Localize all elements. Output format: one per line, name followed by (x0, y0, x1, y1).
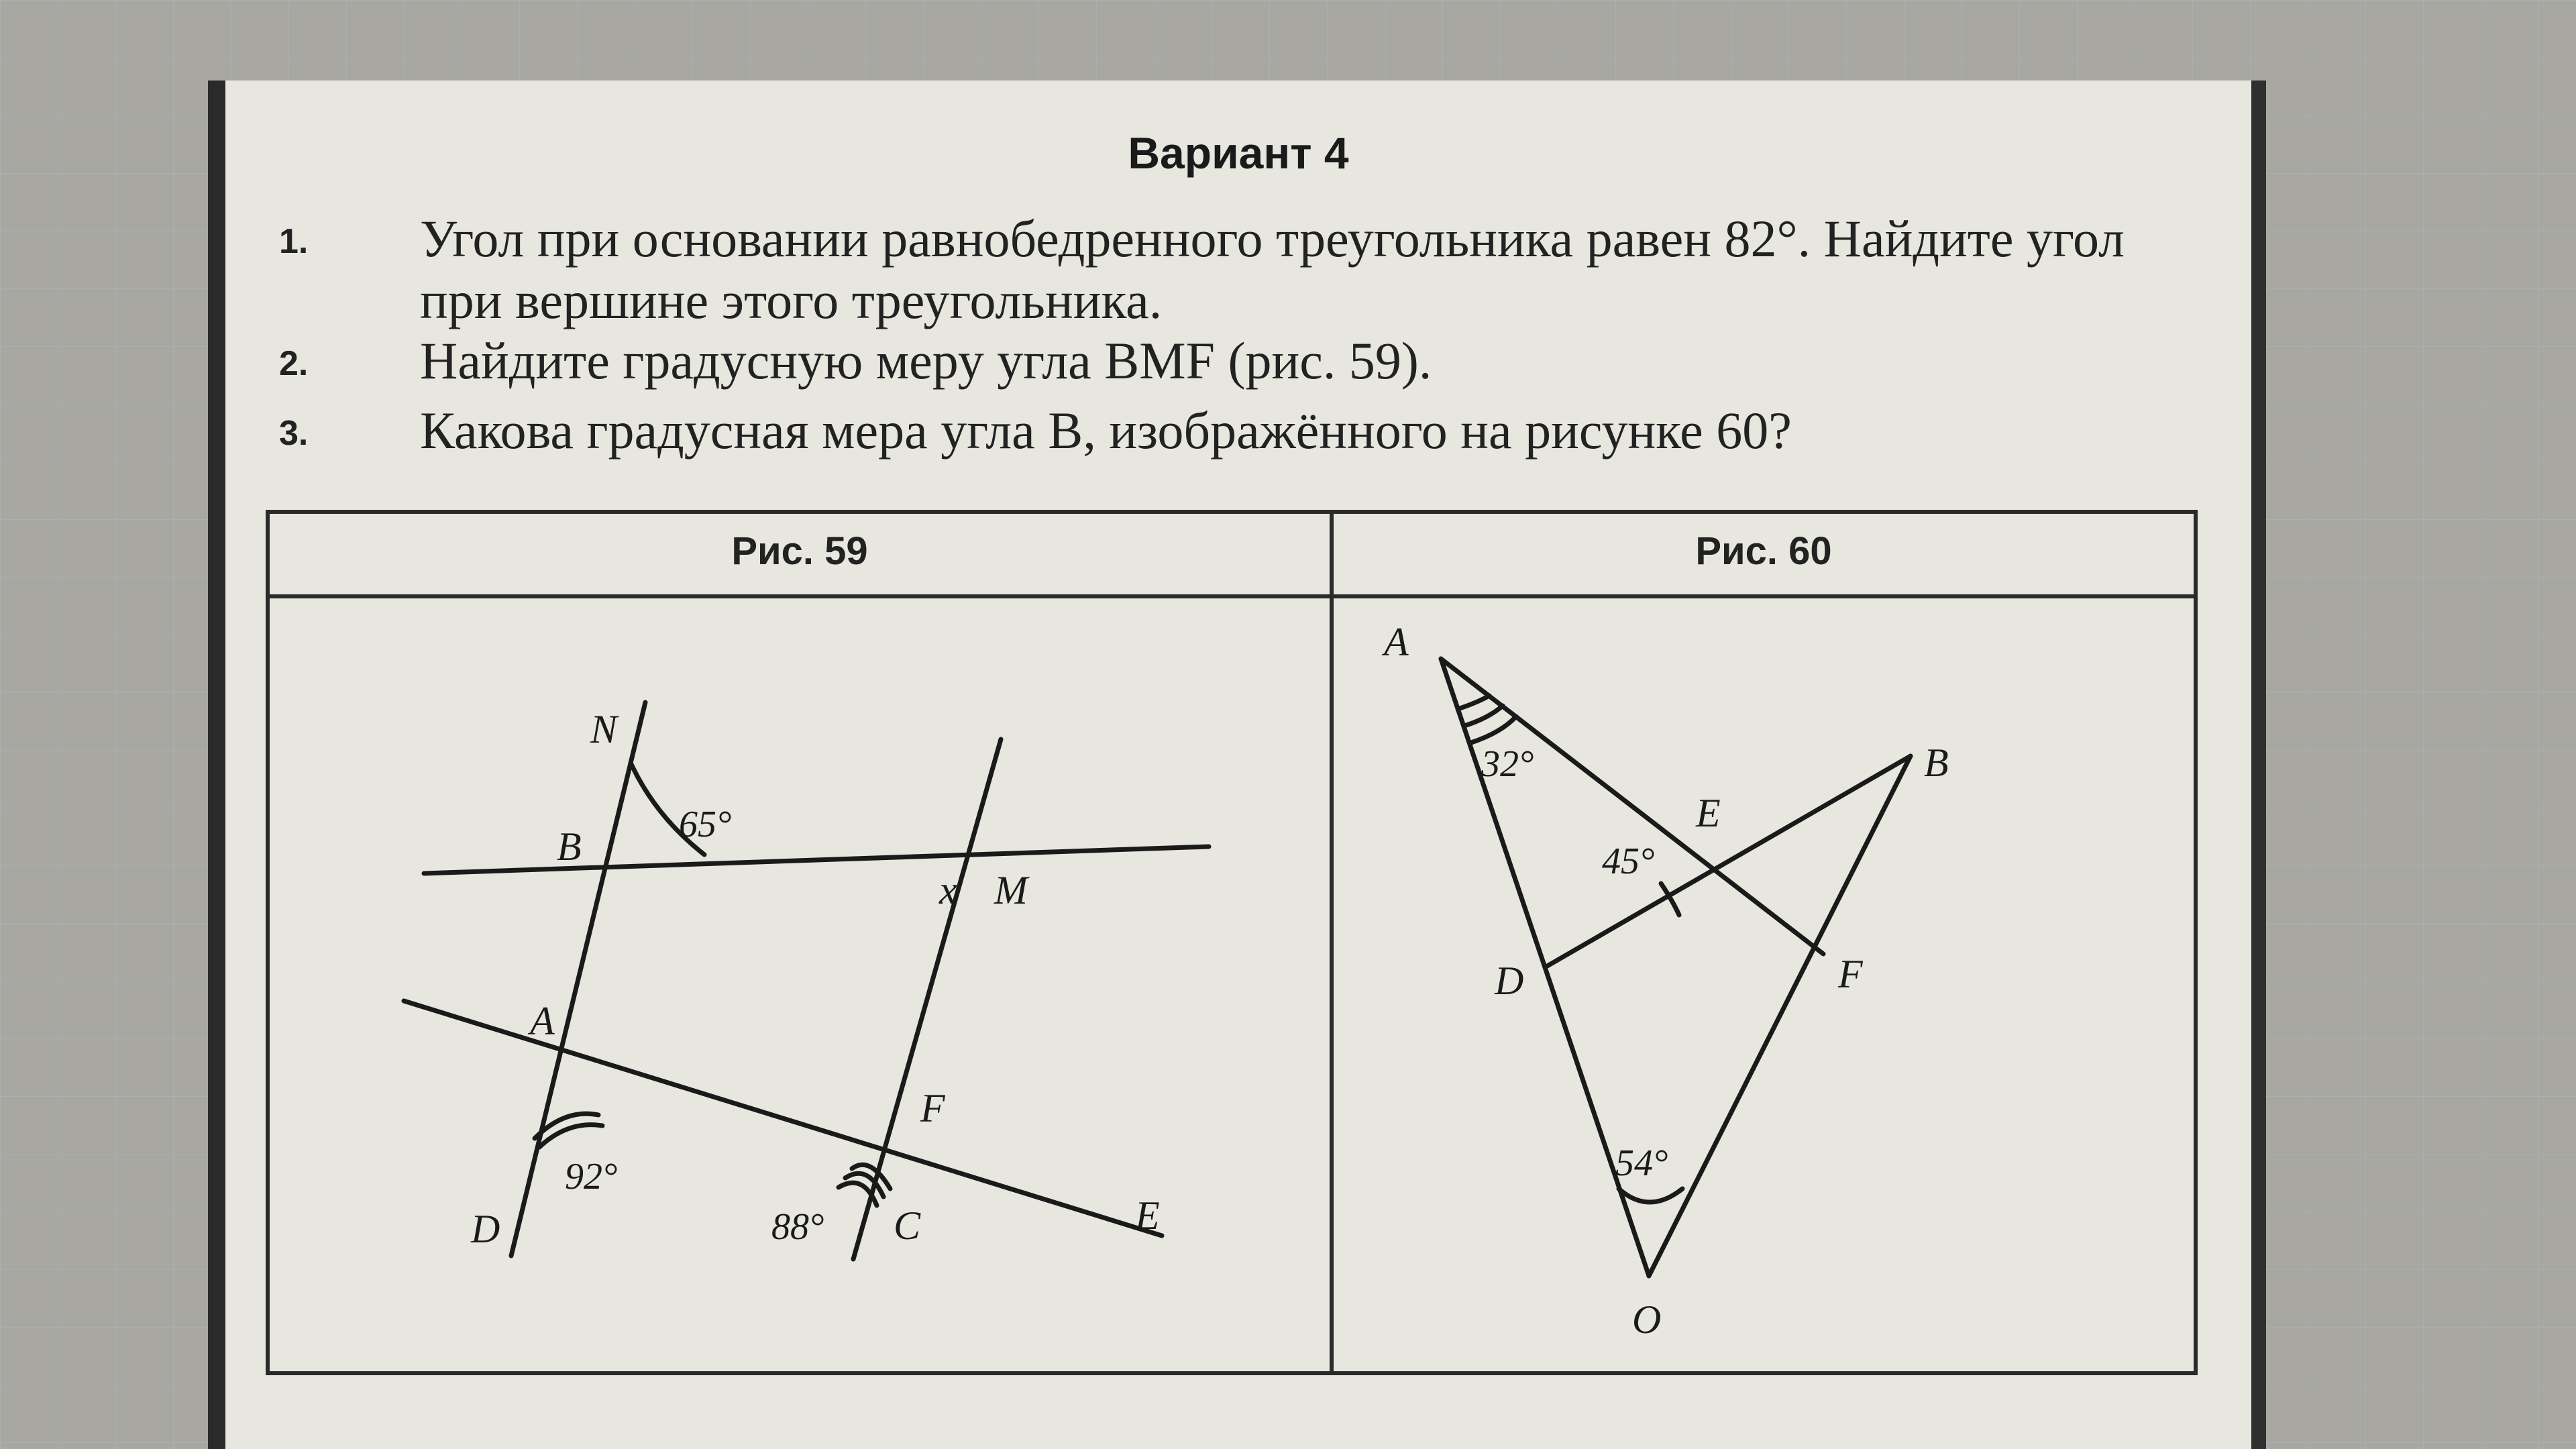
fig59-label-B: B (557, 824, 582, 869)
task-1 (279, 208, 2211, 331)
task-2 (279, 330, 2211, 392)
task-3-text: Какова градусная мера угла B, изображённого на рисунке 60? (420, 401, 1792, 460)
task-2-number: 2. (279, 344, 309, 383)
fig60-label-B: B (1924, 741, 1949, 785)
variant-heading: Вариант 4 (1128, 128, 1349, 178)
task-2-text: Найдите градусную меру угла BMF (рис. 59). (420, 331, 1432, 390)
fig60-arc-o (1619, 1189, 1682, 1202)
fig59-label-D: D (471, 1207, 500, 1251)
fig60-angle-32: 32° (1481, 743, 1534, 785)
fig60-arc-a-2 (1464, 706, 1503, 726)
fig59-line-bm (424, 847, 1209, 873)
fig60-label-O: O (1632, 1297, 1662, 1342)
fig59-angle-65: 65° (679, 804, 732, 845)
fig59-label-E: E (1135, 1193, 1160, 1238)
task-1-number: 1. (279, 222, 309, 261)
fig59-label-A: A (530, 999, 555, 1043)
fig59-label-N: N (590, 707, 618, 751)
fig59-angle-x: x (939, 868, 957, 912)
fig60-label-D: D (1495, 959, 1524, 1003)
fig60-angle-45: 45° (1602, 841, 1655, 882)
task-1-text: Угол при основании равнобедренного треугольника равен 82°. Найдите угол при вершине этого треугольника. (420, 209, 2125, 329)
fig59-angle-88: 88° (771, 1206, 824, 1248)
fig60-title: Рис. 60 (1695, 529, 1832, 573)
fig60-line-af (1441, 659, 1823, 954)
fig60-angle-54: 54° (1615, 1142, 1668, 1184)
worksheet-page (208, 80, 2266, 1449)
task-3 (279, 400, 2211, 462)
fig59-label-M: M (994, 868, 1028, 912)
fig60-label-F: F (1838, 952, 1863, 996)
fig60-diagram (1334, 598, 2194, 1370)
task-3-number: 3. (279, 414, 309, 453)
figures-table (266, 510, 2198, 1375)
fig59-angle-92: 92° (565, 1156, 618, 1197)
fig60-arc-a-1 (1458, 696, 1489, 709)
fig59-label-F: F (920, 1086, 945, 1130)
fig59-label-C: C (894, 1203, 921, 1248)
fig59-line-dce (404, 1001, 1162, 1236)
fig59-diagram (270, 598, 1328, 1370)
fig59-title: Рис. 59 (731, 529, 868, 573)
fig60-label-A: A (1384, 620, 1409, 664)
fig60-label-E: E (1696, 791, 1721, 835)
